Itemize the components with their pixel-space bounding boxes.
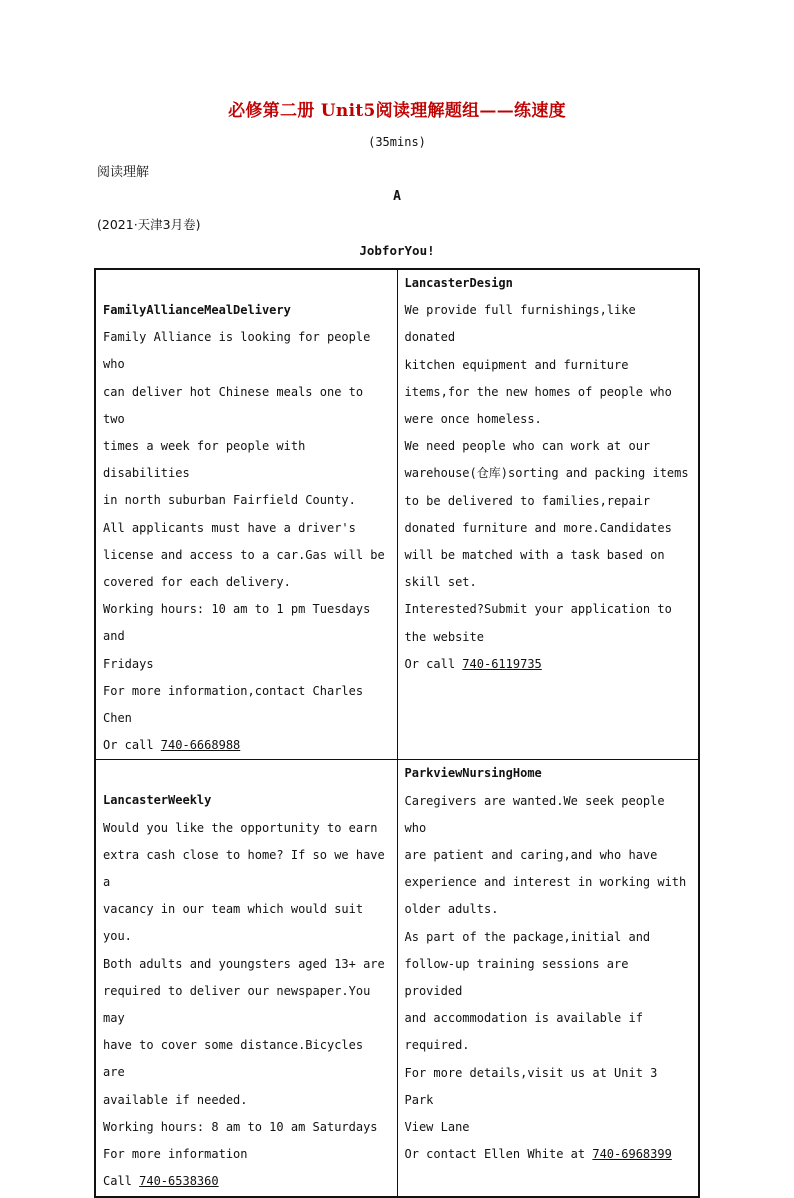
section-label: 阅读理解 xyxy=(97,165,150,180)
phone-number[interactable]: 740-6538360 xyxy=(139,1174,219,1189)
job-text-line: follow-up training sessions are provided xyxy=(404,956,629,999)
call-prefix: Call xyxy=(103,1174,140,1189)
job-text-line: older adults. xyxy=(404,902,499,917)
job-name: LancasterWeekly xyxy=(103,793,212,808)
job-text-line: View Lane xyxy=(404,1120,470,1135)
job-name: FamilyAllianceMealDelivery xyxy=(103,303,291,317)
job-text-line: Working hours: 8 am to 10 am Saturdays xyxy=(103,1119,378,1134)
job-text-line: Fridays xyxy=(103,656,154,671)
job-text-line: As part of the package,initial and xyxy=(404,929,651,944)
call-prefix: Or contact Ellen White at xyxy=(404,1147,593,1162)
job-name: LancasterDesign xyxy=(404,276,513,290)
passage-title: JobforYou! xyxy=(359,243,435,258)
phone-number[interactable]: 740-6119735 xyxy=(462,656,542,671)
call-prefix: Or call xyxy=(103,738,161,753)
phone-number[interactable]: 740-6968399 xyxy=(592,1147,672,1162)
exam-source: (2021·天津3月卷) xyxy=(97,217,201,232)
call-prefix: Or call xyxy=(404,656,463,671)
job-text-line: required. xyxy=(404,1038,470,1053)
table-row xyxy=(95,269,699,760)
job-text-line: All applicants must have a driver's xyxy=(103,520,356,535)
job-cell-lancaster-design xyxy=(397,269,699,760)
job-cell-family-alliance xyxy=(95,269,397,760)
job-listing-table xyxy=(94,268,700,1198)
job-text-line: have to cover some distance.Bicycles are xyxy=(103,1038,364,1080)
contact-line xyxy=(103,1168,391,1195)
job-text-line: kitchen equipment and furniture xyxy=(404,357,629,372)
cell-spacer xyxy=(103,270,391,297)
job-cell-lancaster-weekly xyxy=(95,760,397,1197)
contact-line xyxy=(405,1141,693,1168)
contact-line xyxy=(405,651,693,678)
job-text-line: Family Alliance is looking for people who xyxy=(103,330,371,372)
job-text-line: vacancy in our team which would suit you. xyxy=(103,902,364,944)
job-text-line: Would you like the opportunity to earn xyxy=(103,820,378,835)
document-title: 必修第二册 Unit5阅读理解题组——练速度 xyxy=(228,101,566,121)
job-text-line: are patient and caring,and who have xyxy=(404,848,658,863)
job-text-line: available if needed. xyxy=(103,1092,248,1107)
cell-spacer xyxy=(103,760,391,787)
job-text-line: For more details,visit us at Unit 3 Park xyxy=(404,1065,658,1107)
job-text-line: will be matched with a task based on xyxy=(404,548,665,563)
job-text-line: times a week for people with disabilities xyxy=(103,439,306,481)
job-text-line: experience and interest in working with xyxy=(404,875,687,890)
job-cell-parkview-nursing xyxy=(397,760,699,1197)
job-text-line: Working hours: 10 am to 1 pm Tuesdays and xyxy=(103,602,371,644)
job-text-line: in north suburban Fairfield County. xyxy=(103,493,356,508)
job-text-line: Both adults and youngsters aged 13+ are xyxy=(103,956,385,971)
job-name: ParkviewNursingHome xyxy=(404,766,542,781)
job-text-line: donated furniture and more.Candidates xyxy=(404,520,672,535)
job-text-line: items,for the new homes of people who xyxy=(404,384,672,399)
contact-line xyxy=(103,732,391,759)
job-text-line: extra cash close to home? If so we have a xyxy=(103,847,385,890)
job-text-line: warehouse(仓库)sorting and packing items xyxy=(404,466,689,481)
job-text-line: required to deliver our newspaper.You may xyxy=(103,983,371,1026)
table-row xyxy=(95,760,699,1197)
job-text-line: skill set. xyxy=(404,575,477,590)
job-text-line: We provide full furnishings,like donated xyxy=(404,303,636,345)
part-letter: A xyxy=(393,189,401,204)
phone-number[interactable]: 740-6668988 xyxy=(160,738,241,753)
job-text-line: can deliver hot Chinese meals one to two xyxy=(103,384,364,426)
job-text-line: Interested?Submit your application to xyxy=(404,602,672,617)
job-text-line: For more information xyxy=(103,1147,248,1162)
time-limit: (35mins) xyxy=(368,135,426,149)
job-text-line: For more information,contact Charles Chen xyxy=(103,683,364,726)
job-text-line: and accommodation is available if xyxy=(404,1011,643,1026)
job-text-line: the website xyxy=(404,629,484,644)
job-text-line: license and access to a car.Gas will be xyxy=(103,547,385,562)
job-text-line: We need people who can work at our xyxy=(404,439,651,454)
job-text-line: were once homeless. xyxy=(404,412,542,427)
job-text-line: covered for each delivery. xyxy=(103,575,291,590)
job-text-line: to be delivered to families,repair xyxy=(404,493,651,508)
job-text-line: Caregivers are wanted.We seek people who xyxy=(404,793,665,835)
